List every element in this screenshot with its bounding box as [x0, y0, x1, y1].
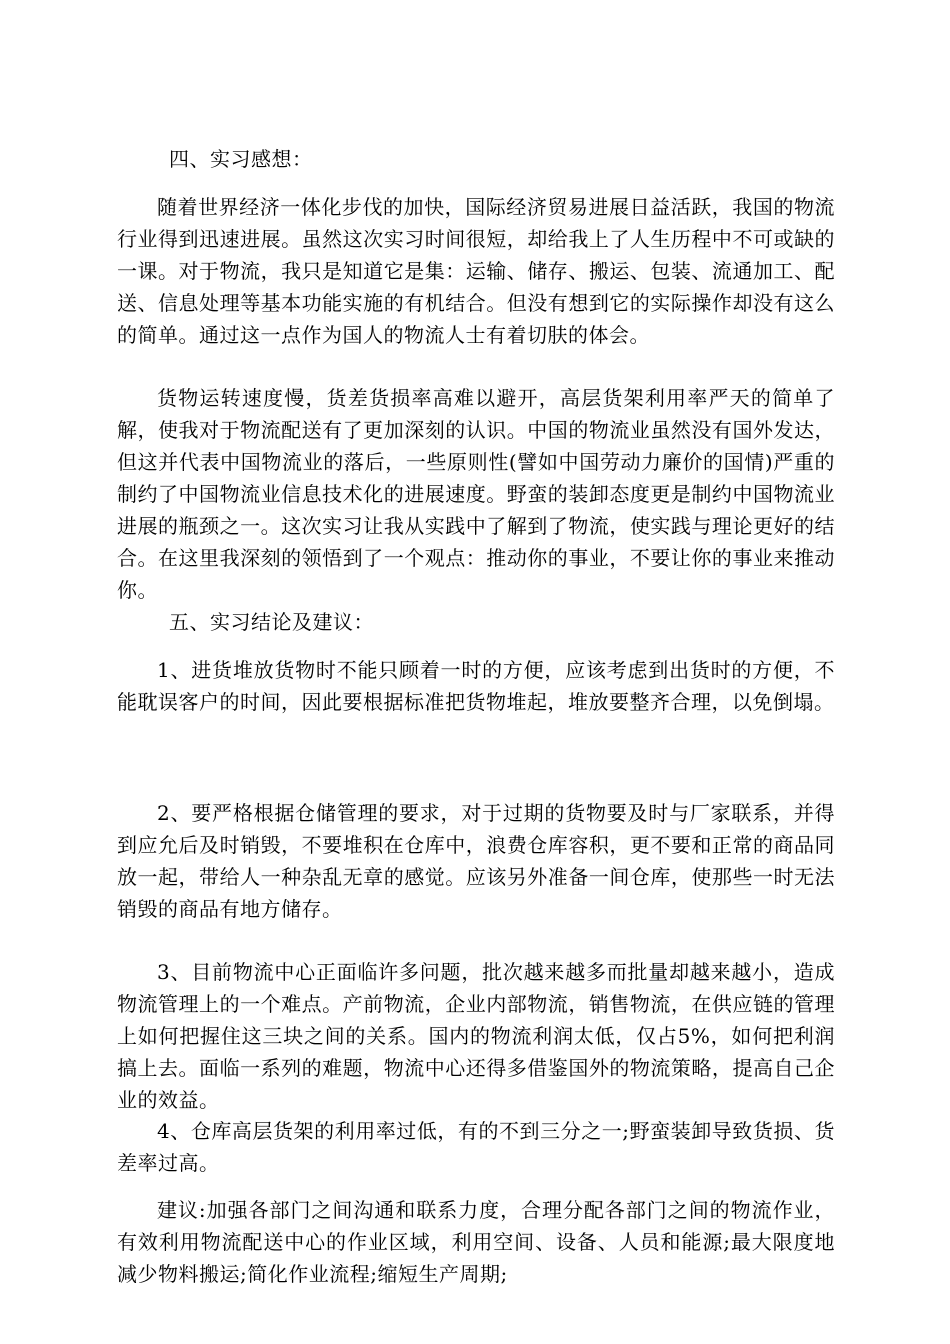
list-item-3: 3、目前物流中心正面临许多问题，批次越来越多而批量却越来越小，造成物流管理上的一个难点。产前物流，企业内部物流，销售物流，在供应链的管理上如何把握住这三块之间的关系。国内的物流利润太低，仅占5%，如何把利润搞上去。面临一系列的难题，物流中心还得多借鉴国外的物流策略，提高自己企业的效益。 — [117, 960, 835, 1112]
paragraph-reflections-1: 随着世界经济一体化步伐的加快，国际经济贸易进展日益活跃，我国的物流行业得到迅速进展。虽然这次实习时间很短，却给我上了人生历程中不可或缺的一课。对于物流，我只是知道它是集：运输、储存、搬运、包装、流通加工、配送、信息处理等基本功能实施的有机结合。但没有想到它的实际操作却没有这么的简单。通过这一点作为国人的物流人士有着切肤的体会。 — [117, 195, 835, 347]
list-item-2: 2、要严格根据仓储管理的要求，对于过期的货物要及时与厂家联系，并得到应允后及时销毁，不要堆积在仓库中，浪费仓库容积，更不要和正常的商品同放一起，带给人一种杂乱无章的感觉。应该另外准备一间仓库，使那些一时无法销毁的商品有地方储存。 — [117, 801, 835, 921]
paragraph-reflections-2: 货物运转速度慢，货差货损率高难以避开，高层货架利用率严天的简单了解，使我对于物流配送有了更加深刻的认识。中国的物流业虽然没有国外发达，但这并代表中国物流业的落后，一些原则性(譬如中国劳动力廉价的国情)严重的制约了中国物流业信息技术化的进展速度。野蛮的装卸态度更是制约中国物流业进展的瓶颈之一。这次实习让我从实践中了解到了物流，使实践与理论更好的结合。在这里我深刻的领悟到了一个观点：推动你的事业，不要让你的事业来推动你。 — [117, 386, 835, 602]
list-item-4: 4、仓库高层货架的利用率过低，有的不到三分之一;野蛮装卸导致货损、货差率过高。 — [117, 1119, 835, 1175]
section-heading-reflections: 四、实习感想： — [169, 147, 313, 171]
section-heading-conclusions: 五、实习结论及建议： — [169, 610, 374, 634]
list-item-1: 1、进货堆放货物时不能只顾着一时的方便，应该考虑到出货时的方便，不能耽误客户的时间，因此要根据标准把货物堆起，堆放要整齐合理，以免倒塌。 — [117, 658, 835, 714]
suggestion-paragraph: 建议:加强各部门之间沟通和联系力度，合理分配各部门之间的物流作业，有效利用物流配送中心的作业区域，利用空间、设备、人员和能源;最大限度地减少物料搬运;简化作业流程;缩短生产周期; — [117, 1198, 835, 1286]
